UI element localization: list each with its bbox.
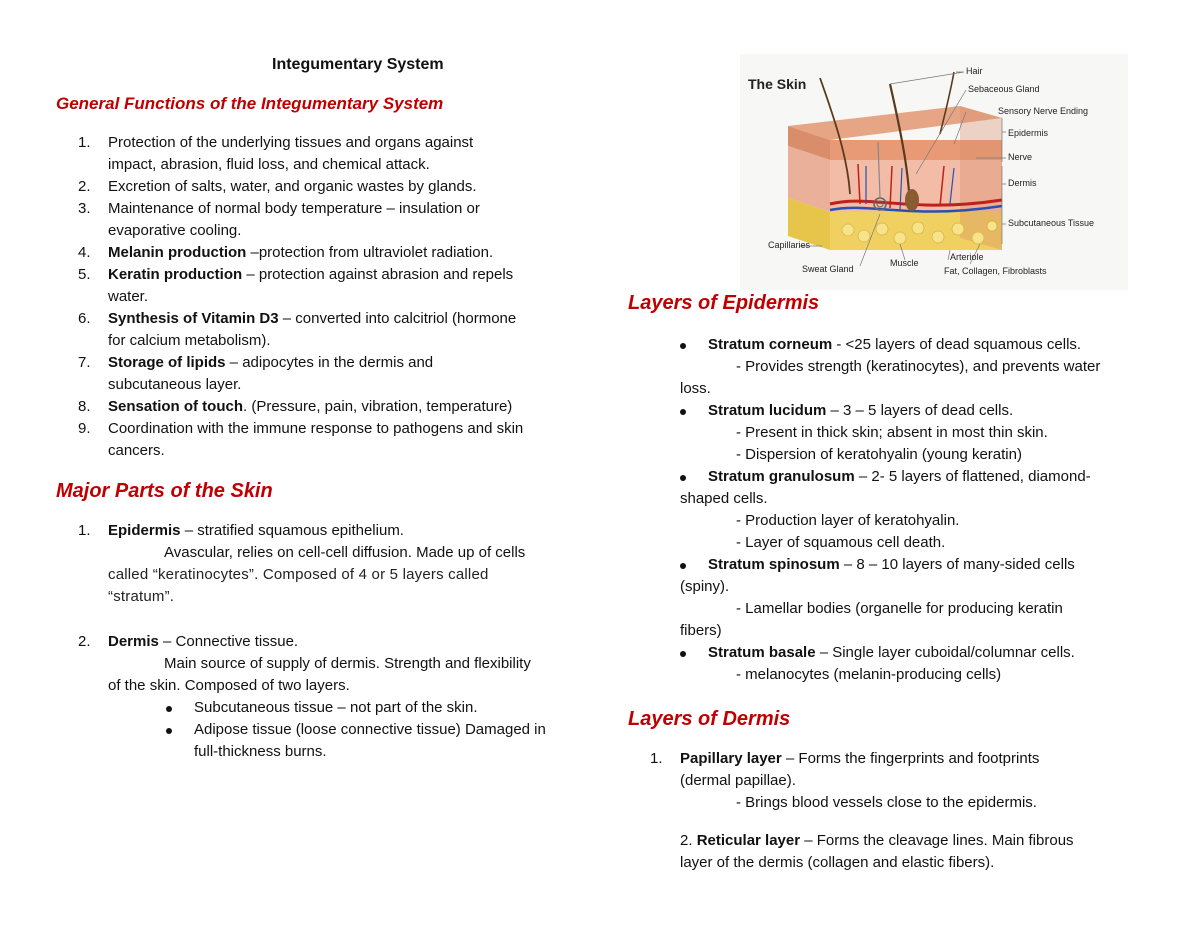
dermis-section xyxy=(56,631,596,763)
epidermis-section xyxy=(56,520,596,608)
dermis-layers-heading: Layers of Dermis xyxy=(628,708,791,730)
list-item: Stratum lucidum – 3 – 5 layers of dead cells. - Present in thick skin; absent in most thin skin. - Dispersion of keratohyalin (young keratin) xyxy=(628,400,1158,466)
major-parts-heading: Major Parts of the Skin xyxy=(56,480,273,502)
label-dermis: Dermis xyxy=(1008,178,1037,188)
layer-detail: - Provides strength (keratinocytes), and prevents water loss. xyxy=(680,358,1101,397)
list-item: Stratum basale – Single layer cuboidal/columnar cells. - melanocytes (melanin-producing cells) xyxy=(628,642,1158,686)
list-item: Stratum corneum - <25 layers of dead squamous cells. - Provides strength (keratinocytes), and prevents water loss. xyxy=(628,334,1158,400)
papillary-section xyxy=(628,748,1158,814)
label-subcutaneous: Subcutaneous Tissue xyxy=(1008,218,1095,228)
label-capillaries: Capillaries xyxy=(768,240,811,250)
list-item: 6. Synthesis of Vitamin D3 – converted into calcitriol (hormone for calcium metabolism). xyxy=(78,310,517,349)
document-title: Integumentary System xyxy=(272,56,444,73)
list-item: 1. Papillary layer – Forms the fingerprints and footprints (dermal papillae). xyxy=(650,750,1040,789)
label-sensory-nerve: Sensory Nerve Ending xyxy=(998,106,1089,116)
epidermis-description-cont: called “keratinocytes”. Composed of 4 or 5 layers called “stratum”. xyxy=(108,566,489,605)
figure-title: The Skin xyxy=(748,76,807,92)
list-item: 4. Melanin production –protection from ultraviolet radiation. xyxy=(78,244,494,261)
skin-diagram xyxy=(740,54,1128,290)
list-item: 1. Epidermis – stratified squamous epithelium. xyxy=(78,522,404,539)
general-functions-heading: General Functions of the Integumentary System xyxy=(56,94,444,113)
epidermis-description: Avascular, relies on cell-cell diffusion. Made up of cells xyxy=(164,544,526,561)
list-item: 2. Dermis – Connective tissue. xyxy=(78,633,299,650)
list-item: Adipose tissue (loose connective tissue) Damaged in full-thickness burns. xyxy=(114,719,596,763)
list-item: 9. Coordination with the immune response to pathogens and skin cancers. xyxy=(78,420,524,459)
list-item: 2. Excretion of salts, water, and organic wastes by glands. xyxy=(78,178,477,195)
label-epidermis: Epidermis xyxy=(1008,128,1049,138)
papillary-detail: - Brings blood vessels close to the epidermis. xyxy=(736,794,1037,811)
list-item: 3. Maintenance of normal body temperature – insulation or evaporative cooling. xyxy=(78,200,480,239)
list-item: 8. Sensation of touch. (Pressure, pain, vibration, temperature) xyxy=(78,398,513,415)
dermis-bullets xyxy=(114,697,596,763)
reticular-section: 2. Reticular layer – Forms the cleavage lines. Main fibrous layer of the dermis (collagen and elastic fibers). xyxy=(680,832,1074,871)
dermis-description: Main source of supply of dermis. Strength and flexibility of the skin. Composed of two layers. xyxy=(108,655,531,694)
label-fat: Fat, Collagen, Fibroblasts xyxy=(944,266,1047,276)
layer-detail: shaped cells. - Production layer of keratohyalin. - Layer of squamous cell death. xyxy=(680,490,960,551)
layer-detail: (spiny). - Lamellar bodies (organelle for producing keratin fibers) xyxy=(680,578,1063,639)
layer-detail: - Present in thick skin; absent in most thin skin. - Dispersion of keratohyalin (young keratin) xyxy=(736,424,1048,463)
epidermis-layers-list xyxy=(628,334,1158,686)
general-functions-list xyxy=(56,132,596,462)
label-sebaceous-gland: Sebaceous Gland xyxy=(968,84,1040,94)
list-item: 5. Keratin production – protection against abrasion and repels water. xyxy=(78,266,514,305)
list-item: Stratum spinosum – 8 – 10 layers of many-sided cells (spiny). - Lamellar bodies (organelle for producing keratin fibers) xyxy=(628,554,1158,642)
label-arteriole: Arteriole xyxy=(950,252,984,262)
label-muscle: Muscle xyxy=(890,258,919,268)
label-nerve: Nerve xyxy=(1008,152,1033,162)
layer-detail: - melanocytes (melanin-producing cells) xyxy=(736,666,1002,683)
list-item: Stratum granulosum – 2- 5 layers of flattened, diamond- shaped cells. - Production layer of keratohyalin. - Layer of squamous cell death. xyxy=(628,466,1158,554)
label-hair: Hair xyxy=(966,66,983,76)
list-item: 7. Storage of lipids – adipocytes in the dermis and subcutaneous layer. xyxy=(78,354,434,393)
list-item: 1. Protection of the underlying tissues and organs against impact, abrasion, fluid loss, and chemical attack. xyxy=(78,134,474,173)
epidermis-layers-heading: Layers of Epidermis xyxy=(628,292,820,314)
list-item: Subcutaneous tissue – not part of the skin. xyxy=(114,697,596,719)
label-sweat-gland: Sweat Gland xyxy=(802,264,854,274)
